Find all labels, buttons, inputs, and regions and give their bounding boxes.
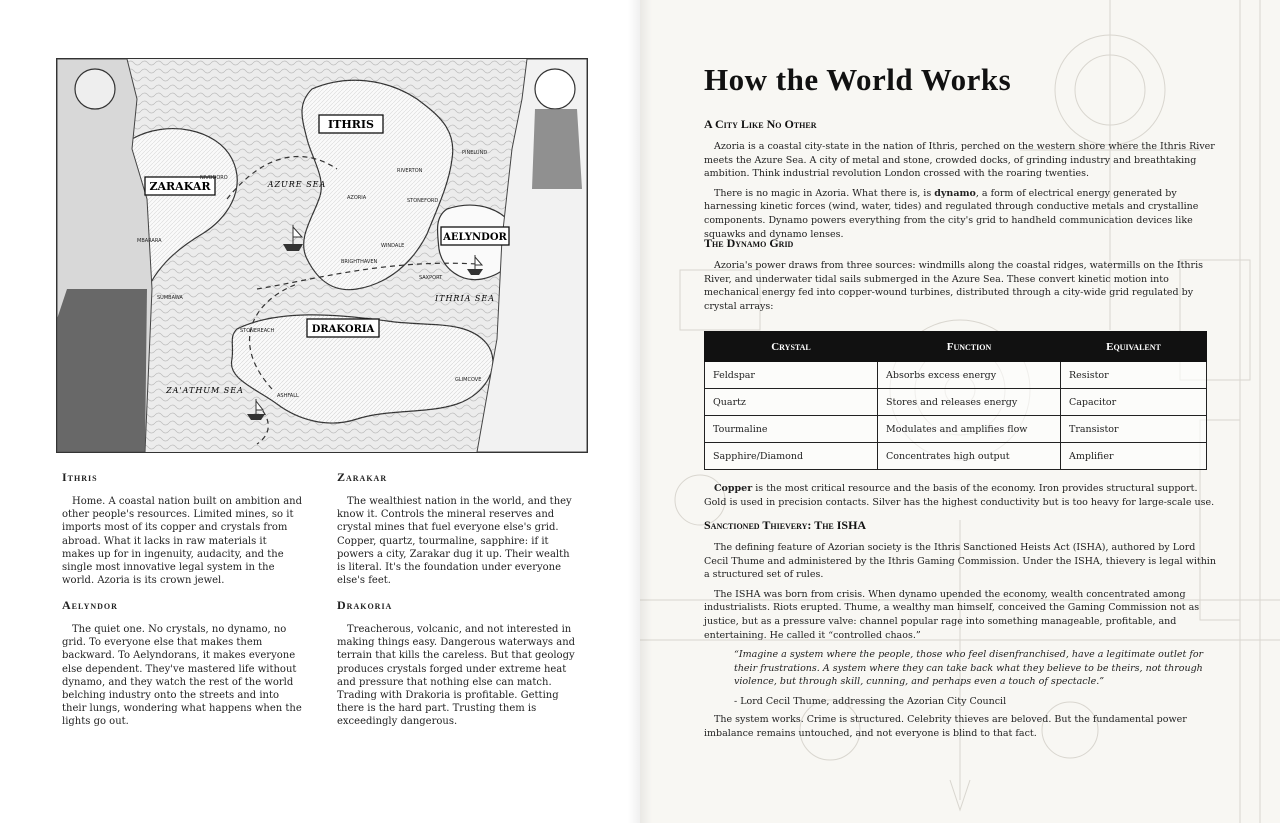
map-city-pinelund: PINELUND (462, 150, 488, 156)
ithris-banner (319, 115, 383, 133)
map-city-stonereach: STONEREACH (240, 328, 275, 334)
section-grid (704, 236, 1216, 313)
section-grid-heading: The Dynamo Grid (704, 236, 794, 250)
map-label-zarakar: ZARAKAR (149, 180, 211, 193)
quote-attribution: - Lord Cecil Thume, addressing the Azorian City Council (734, 695, 1007, 707)
table-cell: Capacitor (1061, 389, 1207, 416)
section-city-paragraph-1: Azoria is a coastal city-state in the nation of Ithris, perched on the western shore where the Ithris River meets the Azure Sea. A city of metal and stone, crowded docks, of grinding industry and breathtaking ambition. Think industrial revolution London crossed with the roaring twenties. (704, 141, 1215, 180)
copper-paragraph: Copper is the most critical resource and the basis of the economy. Iron provides structural support. Gold is used in precision contacts. Silver has the highest conductivity but is too heavy for large-scale use. (704, 483, 1215, 508)
section-city-paragraph-2: There is no magic in Azoria. What there is, is dynamo, a form of electrical energy generated by harnessing kinetic forces (wind, water, tides) and regulated through conductive metals and crystalline components. Dynamo powers everything from the city's grid to handheld communication devices like squawks and dynamo lenses. (704, 187, 1199, 240)
map-label-ithris: ITHRIS (328, 118, 374, 131)
map-label-zaathum-sea: ZA'ATHUM SEA (166, 386, 244, 395)
right-page (640, 0, 1280, 823)
table-cell: Tourmaline (705, 416, 878, 443)
table-cell: Quartz (705, 389, 878, 416)
region-ithris (62, 470, 302, 587)
section-grid-paragraph: Azoria's power draws from three sources: windmills along the coastal ridges, watermills on the Ithris River, and underwater tidal sails submerged in the Azure Sea. These convert kinetic motion into mechanical energy fed into copper-wound turbines, distributed through a city-wide grid regulated by crystal arrays: (704, 260, 1203, 312)
map-city-nivodoro: NIVODORO (200, 175, 228, 181)
map-city-ashfall: ASHFALL (277, 393, 299, 399)
table-header: Function (878, 332, 1061, 362)
region-aelyndor-title: Aelyndor (62, 598, 118, 612)
region-aelyndor (62, 598, 302, 729)
section-isha-paragraph-2: The ISHA was born from crisis. When dynamo upended the economy, wealth concentrated among industrialists. Riots erupted. Thume, a wealthy man himself, conceived the Gaming Commission not as justice, but as a pressure valve: channel popular rage into something manageable, profitable, and entertaining. He called it “controlled chaos.” (704, 588, 1200, 641)
region-zarakar-title: Zarakar (337, 470, 388, 484)
region-drakoria-text: Treacherous, volcanic, and not interested in making things easy. Dangerous waterways and terrain that kills the careless. But that geology produces crystals forged under extreme heat and pressure that nothing else can match. Trading with Drakoria is profitable. Getting there is the hard part. Trusting them is exceedingly dangerous. (337, 624, 576, 728)
table-row (705, 443, 1207, 470)
table-cell: Stores and releases energy (878, 389, 1061, 416)
table-cell: Concentrates high output (878, 443, 1061, 470)
map-city-saxport: SAXPORT (419, 275, 443, 281)
table-header: Crystal (705, 332, 878, 362)
crystal-table (704, 331, 1207, 470)
region-ithris-title: Ithris (62, 470, 98, 484)
region-zarakar-text: The wealthiest nation in the world, and they know it. Controls the mineral reserves and crystal mines that fuel everyone else's grid. Copper, quartz, tourmaline, sapphire: if it powers a city, Zarakar dug it up. Their wealth is literal. It's the foundation under everyone else's feet. (337, 496, 572, 587)
thume-quote: “Imagine a system where the people, those who feel disenfranchised, have a legitimate outlet for their frustrations. A system where they can take back what they believe to be theirs, not through violence, but through skill, cunning, and perhaps even a touch of spectacle.” (734, 649, 1204, 688)
region-aelyndor-text: The quiet one. No crystals, no dynamo, no grid. To everyone else that makes them backward. To Aelyndorans, it makes everyone else dependent. They've mastered life without dynamo, and they watch the rest of the world belching industry onto the streets and into their lungs, wondering what happens when the lights go out. (62, 624, 302, 728)
map-city-windale: WINDALE (381, 243, 405, 249)
section-city-heading: A City Like No Other (704, 117, 817, 131)
section-isha (704, 518, 1216, 740)
table-cell: Amplifier (1061, 443, 1207, 470)
aelyndor-banner (441, 227, 509, 245)
drakoria-banner (307, 319, 379, 337)
map-city-brighthaven: BRIGHTHAVEN (341, 259, 378, 265)
table-cell: Feldspar (705, 362, 878, 389)
page-title: How the World Works (704, 62, 1012, 97)
region-drakoria-title: Drakoria (337, 598, 393, 612)
map-label-aelyndor: AELYNDOR (443, 232, 507, 243)
region-zarakar (337, 470, 577, 587)
world-map (56, 58, 588, 453)
section-isha-paragraph-3: The system works. Crime is structured. Celebrity thieves are beloved. But the fundamental power imbalance remains untouched, and not everyone is blind to that fact. (704, 713, 1187, 739)
copper-paragraph-block (704, 482, 1216, 509)
section-isha-heading: Sanctioned Thievery: The ISHA (704, 518, 867, 532)
table-cell: Transistor (1061, 416, 1207, 443)
table-header: Equivalent (1061, 332, 1207, 362)
map-city-sumbawa: SUMBAWA (157, 295, 183, 301)
map-label-azure-sea: AZURE SEA (267, 180, 327, 189)
table-row (705, 389, 1207, 416)
map-city-stoneford: STONEFORD (407, 198, 439, 204)
table-cell: Absorbs excess energy (878, 362, 1061, 389)
map-city-azoria: AZORIA (347, 195, 367, 201)
book-gutter (628, 0, 652, 823)
table-cell: Modulates and amplifies flow (878, 416, 1061, 443)
section-isha-paragraph-1: The defining feature of Azorian society is the Ithris Sanctioned Heists Act (ISHA), authored by Lord Cecil Thume and administered by the Ithris Gaming Commission. Under the ISHA, thievery is legal within a structured set of rules. (704, 542, 1216, 581)
table-header-row (705, 332, 1207, 362)
section-city (704, 117, 1216, 241)
table-row (705, 416, 1207, 443)
map-label-drakoria: DRAKORIA (311, 324, 375, 335)
map-city-glimcove: GLIMCOVE (455, 377, 482, 383)
table-cell: Resistor (1061, 362, 1207, 389)
table-row (705, 362, 1207, 389)
region-ithris-text: Home. A coastal nation built on ambition and other people's resources. Limited mines, so it imports most of its copper and crystals from abroad. What it lacks in raw materials it makes up for in ingenuity, audacity, and the single most innovative legal system in the world. Azoria is its crown jewel. (62, 496, 303, 587)
table-cell: Sapphire/Diamond (705, 443, 878, 470)
map-city-mbarara: MBARARA (137, 238, 162, 244)
map-city-riverton: RIVERTON (397, 168, 423, 174)
world-map-illustration (57, 59, 587, 452)
map-label-ithria-sea: ITHRIA SEA (434, 294, 496, 303)
region-drakoria (337, 598, 577, 729)
